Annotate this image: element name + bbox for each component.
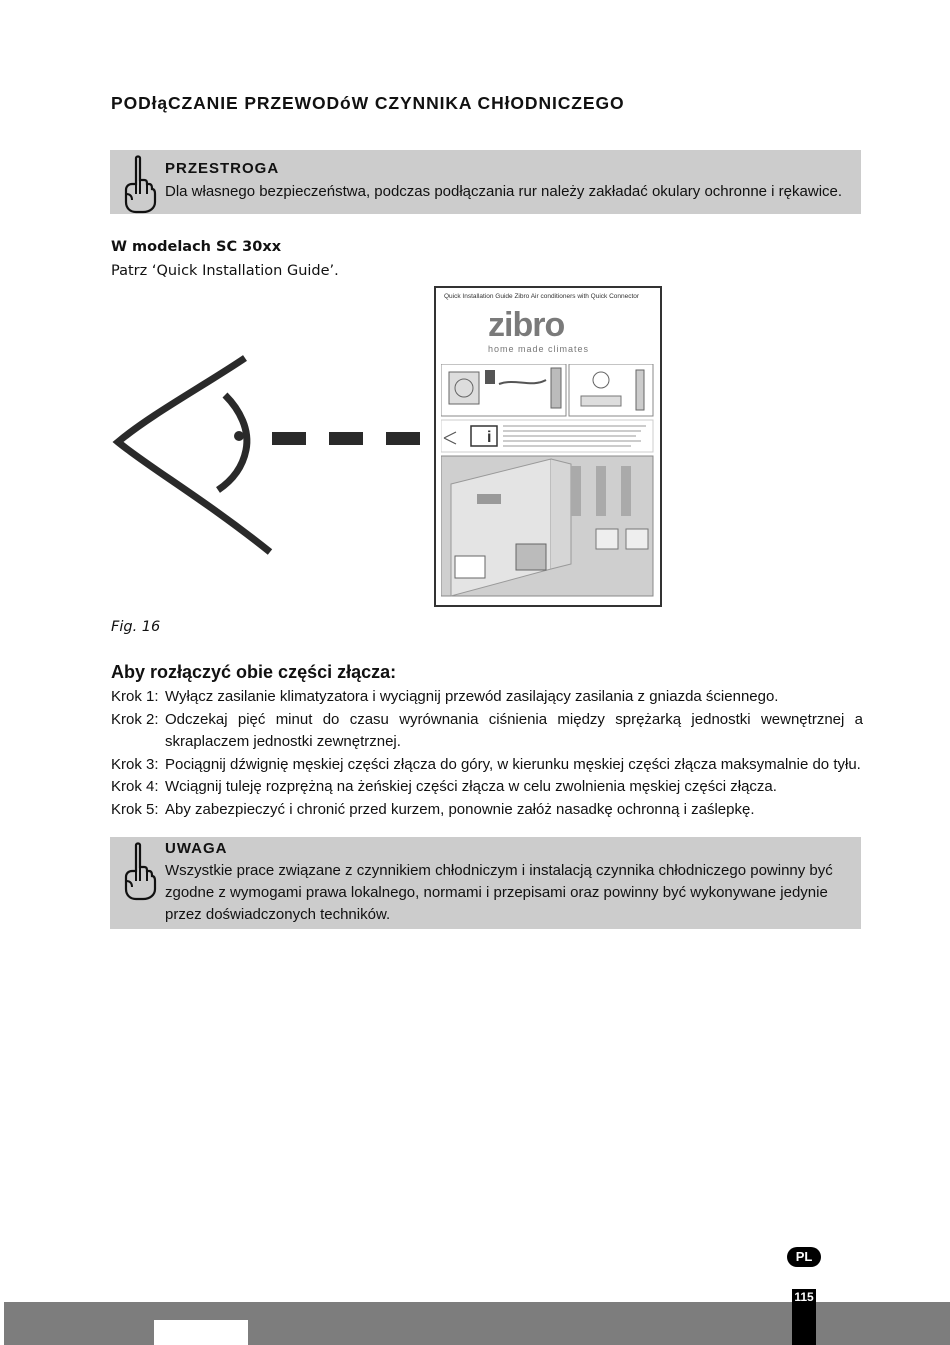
page-number: 115	[794, 1290, 814, 1304]
steps-title: Aby rozłączyć obie części złącza:	[111, 662, 397, 682]
step-text: Wciągnij tuleję rozprężną na żeńskiej części złącza w celu zwolnienia męskiej części złącza.	[165, 778, 777, 796]
step-text: Odczekaj pięć minut do czasu wyrównania ciśnienia między sprężarką jednostki wewnętrznej a skraplaczem jednostki zewnętrznej.	[165, 710, 863, 751]
footer-white-block	[154, 1320, 248, 1345]
pointing-hand-icon	[118, 841, 158, 901]
step-label: Krok 5:	[111, 800, 159, 818]
guide-illustrations	[441, 364, 655, 598]
steps-list	[111, 686, 863, 822]
caution-title: PRZESTROGA	[165, 160, 280, 177]
note-box	[110, 837, 861, 929]
caution-box	[110, 150, 861, 214]
step-label: Krok 3:	[111, 755, 159, 773]
brand-tagline: home made climates	[488, 344, 590, 354]
step-label: Krok 2:	[111, 710, 159, 728]
model-title: W modelach SC 30xx	[111, 239, 282, 255]
pointing-hand-icon	[118, 154, 158, 214]
page-title: PODłąCZANIE PRZEWODóW CZYNNIKA CHłODNICZEGO	[111, 93, 625, 113]
caution-text: Dla własnego bezpieczeństwa, podczas podłączania rur należy zakładać okulary ochronne i rękawice.	[165, 183, 843, 200]
eye-icon	[110, 350, 430, 560]
step-text: Pociągnij dźwignię męskiej części złącza do góry, w kierunku męskiej części złącza maksymalnie do tyłu.	[165, 755, 861, 773]
guide-header: Quick Installation Guide Zibro Air conditioners with Quick Connector	[444, 293, 640, 300]
brand-logo: zibro	[488, 306, 565, 344]
list-item	[111, 686, 863, 709]
list-item	[111, 776, 863, 799]
quick-installation-guide	[434, 286, 662, 607]
list-item	[111, 709, 863, 754]
model-text: Patrz ‘Quick Installation Guide’.	[111, 263, 339, 279]
step-text: Wyłącz zasilanie klimatyzatora i wyciągnij przewód zasilający zasilania z gniazda ściennego.	[165, 688, 779, 705]
figure-label: Fig. 16	[111, 619, 161, 635]
step-text: Aby zabezpieczyć i chronić przed kurzem, ponownie załóż nasadkę ochronną i zaślepkę.	[165, 800, 755, 818]
language-badge: PL	[787, 1247, 821, 1267]
list-item	[111, 799, 863, 822]
svg-text:i: i	[487, 429, 492, 446]
note-text: Wszystkie prace związane z czynnikiem chłodniczym i instalacją czynnika chłodniczego powinny być zgodne z wymogami prawa lokalnego, normami i przepisami oraz powinny być wykonywane jedynie przez doświadczonych techników.	[165, 862, 833, 923]
note-title: UWAGA	[165, 840, 228, 857]
step-label: Krok 1:	[111, 688, 159, 705]
step-label: Krok 4:	[111, 778, 159, 796]
list-item	[111, 754, 863, 777]
